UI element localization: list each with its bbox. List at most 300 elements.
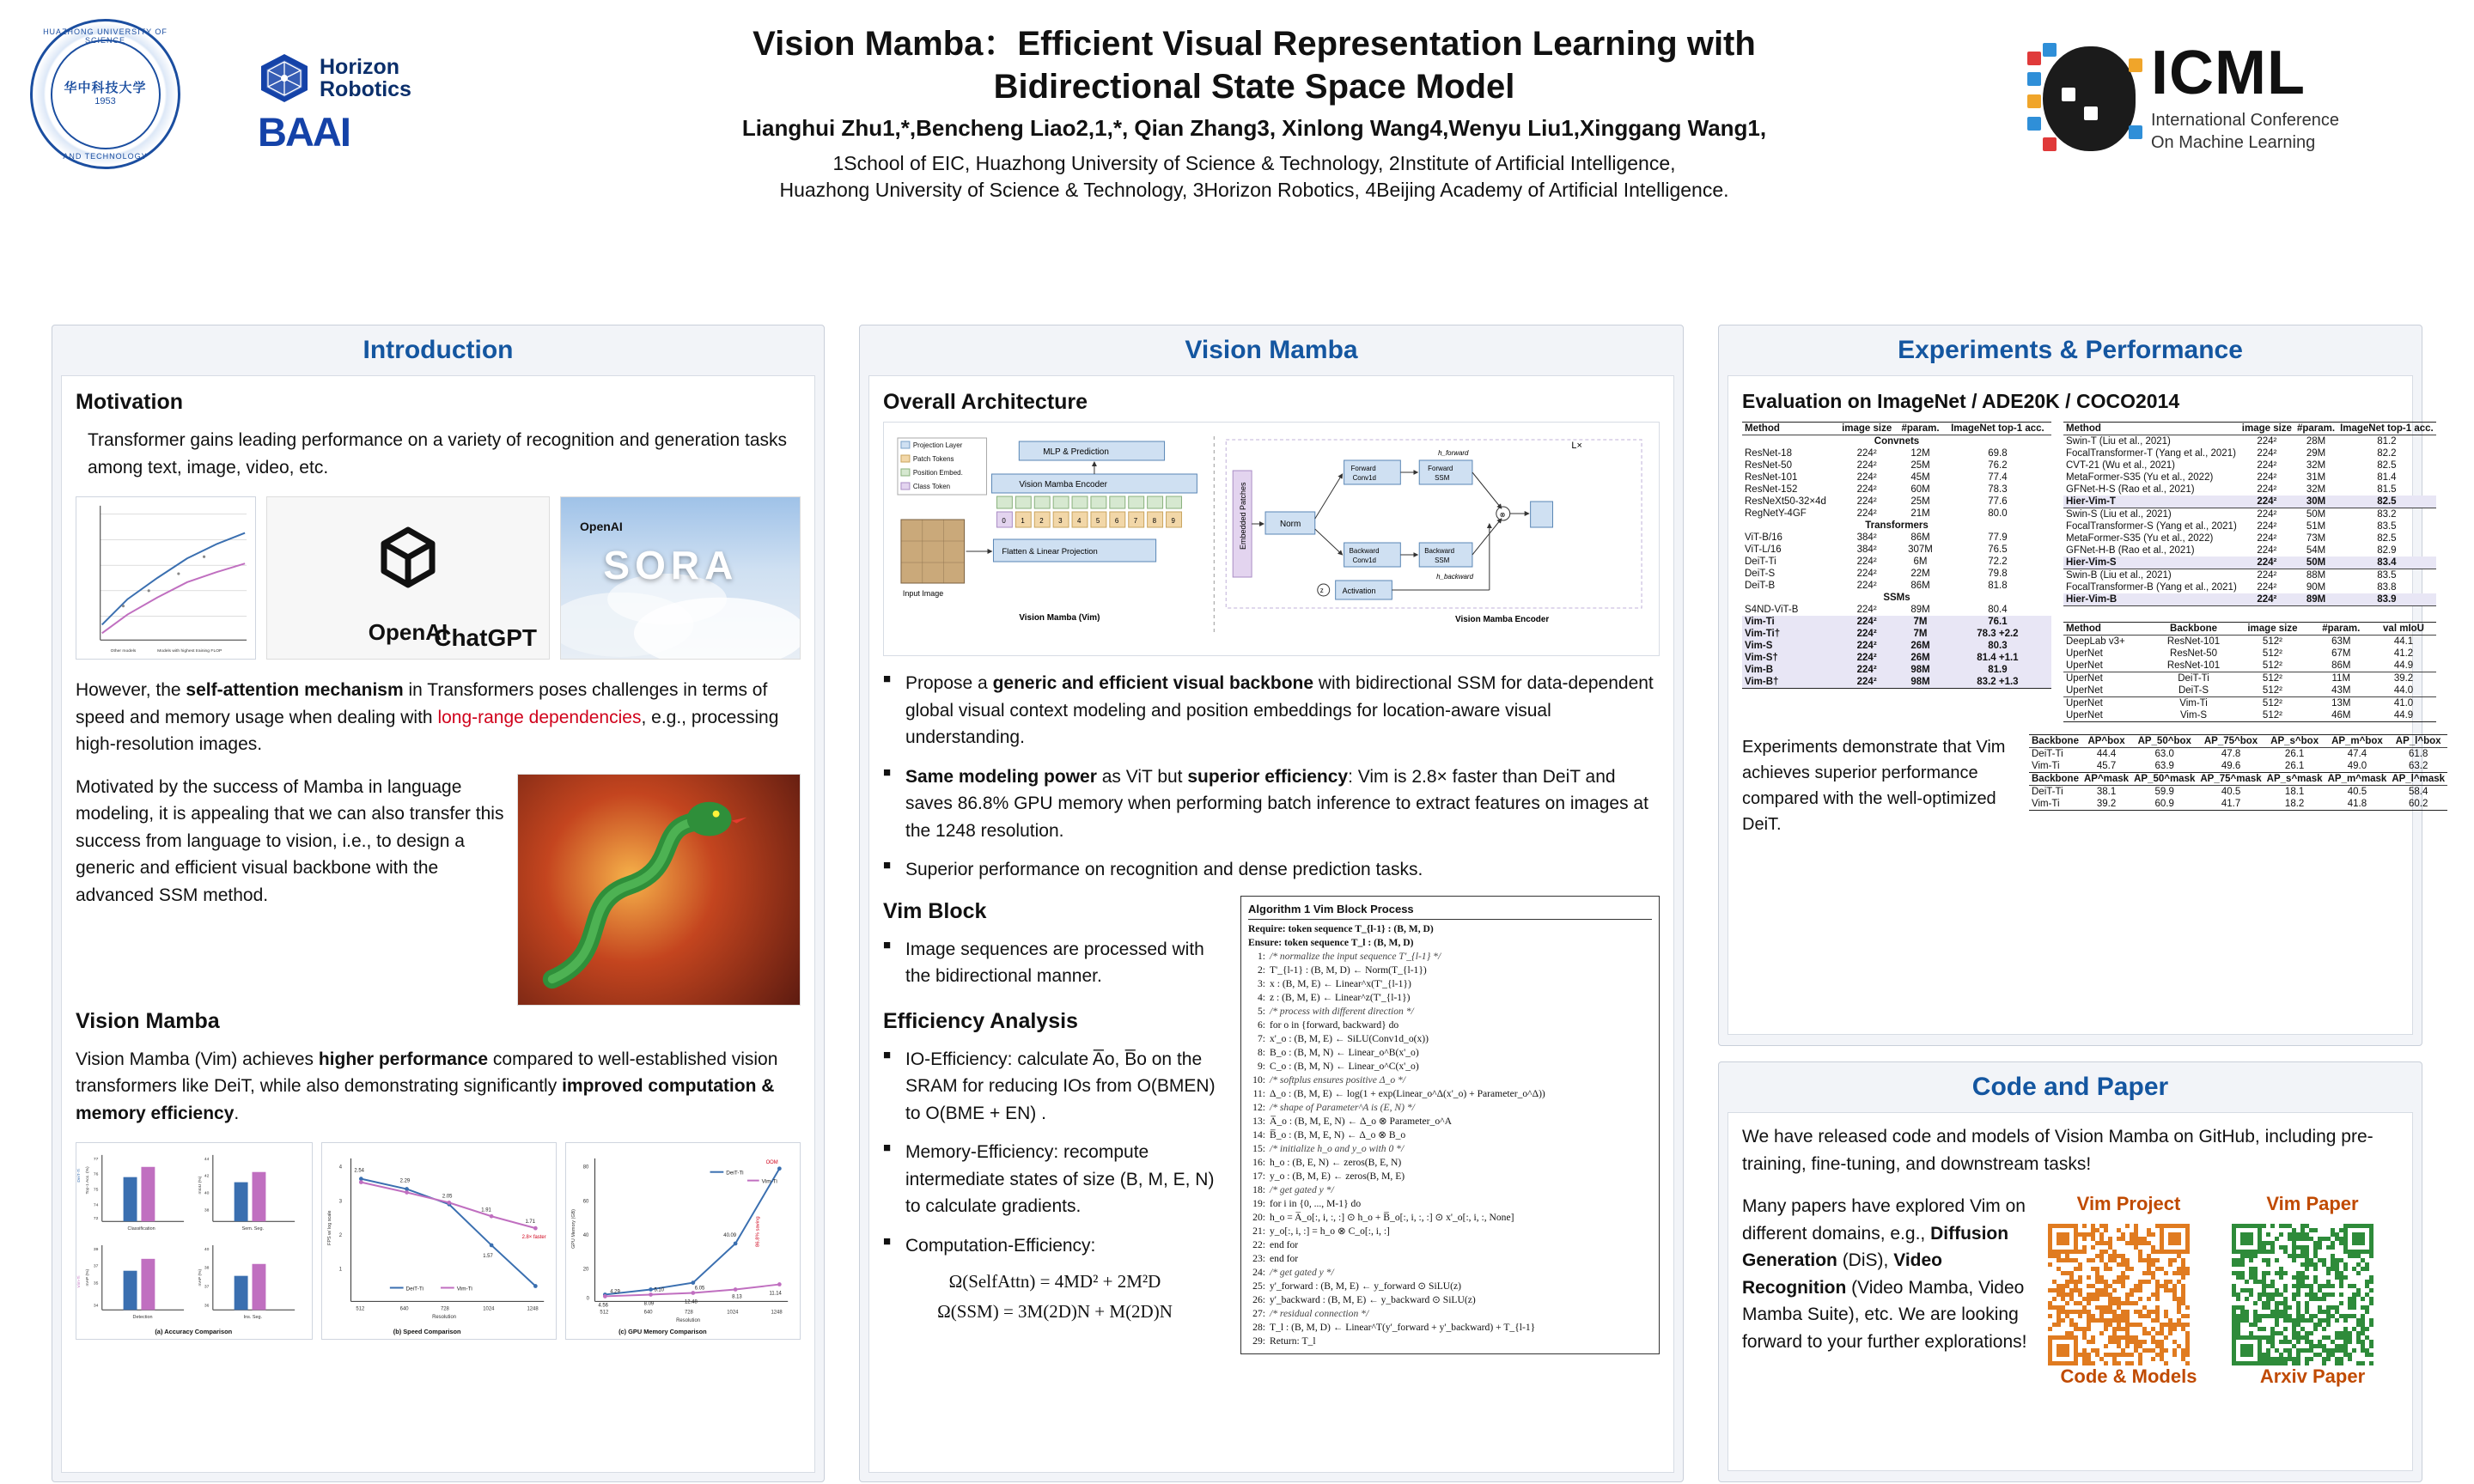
table-cell: 79.8 — [1988, 569, 2008, 579]
table-cell: 32M — [2306, 460, 2326, 471]
algorithm-line: 2: T'_{l-1} : (B, M, D) ← Norm(T_{l-1}) — [1257, 964, 1427, 976]
table-cell: 83.2 — [2377, 509, 2397, 520]
table-cell: UperNet — [2063, 660, 2153, 672]
table-row — [2063, 556, 2436, 569]
table-cell: 224² — [1856, 556, 1877, 567]
svg-text:Sem. Seg.: Sem. Seg. — [241, 1226, 265, 1232]
algorithm-ensure: Ensure: token sequence T_l : (B, M, D) — [1248, 937, 1414, 949]
icml-logo — [2027, 17, 2440, 180]
table-cell: 98M — [1897, 676, 1944, 689]
table-cell: 86M — [1910, 532, 1930, 543]
table-header-cell: AP_s^mask — [2264, 773, 2325, 786]
table-cell: UperNet — [2063, 684, 2153, 697]
table-cell: 46M — [2311, 709, 2371, 722]
svg-text:MLP & Prediction: MLP & Prediction — [1043, 447, 1109, 458]
svg-text:Vim-Ti: Vim-Ti — [761, 1178, 777, 1185]
table-cell: RegNetY-4GF — [1745, 508, 1807, 519]
table-row — [2063, 648, 2436, 660]
table-cell: 40.5 — [2221, 787, 2241, 797]
panel-code-and-paper-body — [1728, 1112, 2413, 1471]
table-cell: 224² — [1856, 665, 1877, 675]
svg-text:3: 3 — [1058, 516, 1063, 526]
algorithm-line: 8: B_o : (B, M, N) ← Linear_o^B(x'_o) — [1257, 1047, 1419, 1059]
table-header-cell: #param. — [1897, 423, 1944, 435]
table-cell: 88M — [2306, 570, 2326, 581]
table-cell: 26M — [1910, 641, 1930, 651]
table-row — [1742, 616, 2051, 628]
table-cell: 44.1 — [2393, 636, 2414, 647]
table-cell: Vim-Ti — [2029, 798, 2081, 811]
table-row — [1742, 471, 2051, 484]
heading-overall-architecture: Overall Architecture — [883, 390, 1088, 414]
svg-text:60: 60 — [582, 1199, 589, 1205]
table-cell: 13M — [2331, 698, 2351, 709]
svg-text:80: 80 — [582, 1165, 589, 1171]
vim-block-bullet: ■ Image sequences are processed with the bidirectional manner. — [883, 936, 1227, 990]
table-cell: 83.5 — [2377, 570, 2397, 581]
algorithm-line: 1: /* normalize the input sequence T'_{l-1} */ — [1257, 951, 1441, 963]
motivation-paragraph-2 — [76, 677, 801, 758]
table-cell: 82.5 — [2377, 533, 2397, 544]
table-header-cell: Backbone — [2029, 773, 2081, 786]
sora-label: SORA — [603, 542, 739, 587]
svg-text:DeiT-Ti: DeiT-Ti — [76, 1168, 82, 1183]
svg-text:2: 2 — [1039, 516, 1044, 526]
table-cell: 47.4 — [2347, 749, 2367, 759]
algorithm-line: 15: /* initialize h_o and y_o with 0 */ — [1252, 1143, 1405, 1155]
sora-openai-badge: OpenAI — [580, 520, 623, 533]
table-cell: 50M — [2306, 509, 2326, 520]
hust-ring-bottom-text: AND TECHNOLOGY — [63, 152, 148, 161]
p4-a: Vision Mamba (Vim) achieves — [76, 1049, 319, 1069]
table-row — [2063, 593, 2436, 606]
qr-code-project[interactable] — [2043, 1219, 2185, 1360]
table-coco-detection — [2029, 734, 2447, 811]
p2-bold: self-attention mechanism — [186, 680, 404, 700]
table-cell: DeiT-Ti — [2032, 787, 2063, 797]
table-cell: 49.0 — [2347, 761, 2367, 771]
table-header-cell: AP_50^box — [2131, 735, 2197, 748]
table-cell: MetaFormer-S35 (Yu et al., 2022) — [2066, 533, 2214, 544]
table-row — [1742, 652, 2051, 664]
table-header-cell: image size — [2234, 623, 2312, 636]
table-row — [1742, 484, 2051, 496]
table-cell: 49.6 — [2221, 761, 2241, 771]
mamba-snake-image — [517, 774, 801, 1006]
svg-text:40: 40 — [582, 1233, 589, 1239]
vision-mamba-paragraph — [76, 1046, 801, 1128]
table-cell: 86M — [1910, 581, 1930, 591]
horizon-label-line2: Robotics — [320, 77, 411, 101]
table-group-row — [1742, 592, 2051, 604]
svg-text:SSM: SSM — [1435, 556, 1450, 565]
table-cell: Vim-Ti† — [1745, 629, 1781, 639]
qr-block-paper[interactable] — [2227, 1193, 2398, 1388]
chart-memory-comparison — [565, 1142, 801, 1340]
table-cell: DeiT-Ti — [2178, 673, 2209, 684]
table-cell: 98M — [1910, 665, 1930, 675]
table-cell: 25M — [1910, 496, 1930, 507]
table-cell: 80.3 — [1988, 641, 2008, 651]
table-cell: 224² — [1856, 508, 1877, 519]
svg-text:2.8× faster: 2.8× faster — [521, 1235, 546, 1241]
svg-text:Activation: Activation — [1342, 586, 1376, 596]
table-cell: 44.9 — [2371, 709, 2435, 722]
table-cell: 307M — [1908, 544, 1933, 555]
openai-logo-icon — [356, 511, 460, 614]
table-cell: 76.1 — [1988, 617, 2008, 627]
motivation-paragraph-3: Motivated by the success of Mamba in language modeling, it is appealing that we can also transfer this success from language to vision, i.e., to design a generic and efficient visual backbone with the advanced SSM method. — [76, 776, 504, 905]
svg-text:Detection: Detection — [132, 1315, 153, 1321]
table-cell: 224² — [2239, 496, 2294, 508]
table-cell: DeiT-S — [2153, 684, 2233, 697]
table-cell: Vim-Ti — [2179, 698, 2208, 709]
table-cell: 26.1 — [2284, 749, 2305, 759]
svg-text:1: 1 — [338, 1267, 342, 1273]
chatgpt-label: ChatGPT — [434, 624, 537, 651]
panel-experiments — [1718, 325, 2446, 1046]
algorithm-require: Require: token sequence T_{l-1} : (B, M, D) — [1248, 923, 1434, 935]
table-cell: 7M — [1913, 629, 1928, 639]
algorithm-line: 24: /* get gated y */ — [1252, 1267, 1334, 1279]
table-header-cell: AP_m^box — [2325, 735, 2390, 748]
table-cell: ViT-B/16 — [1745, 532, 1782, 543]
svg-text:512: 512 — [600, 1310, 609, 1316]
algorithm-line: 14: B̅_o : (B, M, E, N) ← Δ_o ⊗ B_o — [1252, 1129, 1406, 1141]
table-cell: 54M — [2306, 545, 2326, 556]
chart-b-caption: (b) Speed Comparison — [393, 1328, 461, 1336]
svg-text:Classification: Classification — [127, 1226, 155, 1232]
table-cell: 224² — [2257, 448, 2277, 459]
table-cell: 82.2 — [2377, 448, 2397, 459]
table-cell: 512² — [2262, 673, 2282, 684]
svg-text:2.29: 2.29 — [399, 1178, 411, 1184]
table-cell: 43M — [2311, 684, 2371, 697]
table-row — [2063, 471, 2436, 484]
icml-subtitle-line2: On Machine Learning — [2151, 133, 2316, 153]
svg-text:4: 4 — [338, 1165, 342, 1171]
table-cell: 82.5 — [2337, 496, 2436, 508]
panel-experiments-body — [1728, 375, 2446, 1035]
table-cell: 80.4 — [1988, 605, 2008, 615]
table-cell: UperNet — [2066, 698, 2103, 709]
table-cell: FocalTransformer-S (Yang et al., 2021) — [2066, 521, 2237, 532]
svg-text:OOM: OOM — [765, 1159, 778, 1165]
table-cell: Swin-S (Liu et al., 2021) — [2066, 509, 2172, 520]
table-ade20k-segmentation — [2063, 622, 2436, 722]
algorithm-line: 26: y'_backward : (B, M, E) ← y_backward ⊙ SiLU(z) — [1252, 1294, 1476, 1306]
svg-text:12.48: 12.48 — [684, 1299, 698, 1305]
algorithm-line: 28: T_l : (B, M, D) ← Linear^T(y'_forward + y'_backward) + T_{l-1} — [1252, 1321, 1536, 1333]
table-imagenet-right-wrapper — [2063, 422, 2436, 722]
table-row — [2029, 760, 2447, 773]
conclusion-text: Experiments demonstrate that Vim achieves superior performance compared with the well-optimized DeiT. — [1742, 738, 2006, 834]
table-cell: 67M — [2331, 648, 2351, 659]
table-cell: 60.9 — [2131, 798, 2197, 811]
panel-vision-mamba — [859, 325, 1684, 1482]
svg-text:8: 8 — [1152, 516, 1157, 526]
algorithm-line: 17: y_o : (B, M, E) ← zeros(B, M, E) — [1252, 1171, 1405, 1183]
svg-text:Conv1d: Conv1d — [1352, 473, 1376, 483]
table-row — [2063, 660, 2436, 672]
table-cell: 384² — [1856, 532, 1877, 543]
table-header-cell: ImageNet top-1 acc. — [2337, 423, 2436, 435]
title-block — [481, 22, 2027, 223]
table-cell: ResNet-101 — [1745, 472, 1798, 483]
horizon-label-line1: Horizon — [320, 54, 400, 79]
table-header-cell: image size — [1837, 423, 1897, 435]
algorithm-line: 19: for i in {0, ..., M-1} do — [1252, 1198, 1362, 1210]
algorithm-line: 27: /* residual connection */ — [1252, 1308, 1369, 1319]
svg-text:DeiT-Ti: DeiT-Ti — [405, 1286, 424, 1292]
table-row — [1742, 640, 2051, 652]
table-cell: 77.4 — [1988, 472, 2008, 483]
table-cell: 11M — [2331, 673, 2351, 684]
algorithm-line: 21: y_o[:, i, :] = h_o ⊗ C_o[:, i, :] — [1252, 1226, 1390, 1238]
p4-b: higher performance — [318, 1049, 489, 1069]
table-cell: CVT-21 (Wu et al., 2021) — [2066, 460, 2175, 471]
algorithm-line: 5: /* process with different direction */ — [1257, 1006, 1414, 1018]
table-cell: 224² — [1856, 569, 1877, 579]
table-row — [1742, 556, 2051, 568]
svg-text:mAP (%): mAP (%) — [198, 1268, 203, 1286]
svg-text:Flatten & Linear Projection: Flatten & Linear Projection — [1002, 546, 1098, 557]
code-paragraph-1: We have released code and models of Vision Mamba on GitHub, including pre-training, fine-tuning, and downstream tasks! — [1742, 1127, 2373, 1174]
table-cell: 63.0 — [2154, 749, 2174, 759]
table-cell: 77.9 — [1988, 532, 2008, 543]
svg-text:40.09: 40.09 — [723, 1233, 737, 1239]
table-cell: GFNet-H-S (Rao et al., 2021) — [2066, 484, 2195, 495]
hust-logo-cn-text: 华中科技大学 — [64, 80, 147, 95]
table-cell: 82.5 — [2377, 460, 2397, 471]
table-header-cell: Method — [1742, 423, 1837, 435]
svg-text:9: 9 — [1171, 516, 1175, 526]
table-row — [2063, 447, 2436, 459]
svg-text:SSM: SSM — [1435, 473, 1450, 483]
algorithm-line: 12: /* shape of Parameter^A is (E, N) */ — [1252, 1102, 1415, 1114]
hust-ring-top-text: HUAZHONG UNIVERSITY OF SCIENCE — [43, 27, 168, 45]
table-row — [1742, 544, 2051, 556]
algorithm-line: 6: for o in {forward, backward} do — [1257, 1019, 1399, 1031]
svg-text:35: 35 — [93, 1281, 99, 1286]
table-header-cell: AP_50^mask — [2131, 773, 2197, 786]
table-cell: 224² — [1856, 629, 1877, 639]
svg-text:DeiT-Ti: DeiT-Ti — [726, 1170, 744, 1177]
table-header-cell: #param. — [2311, 623, 2371, 636]
table-imagenet-left — [1742, 422, 2051, 689]
table-cell: 72.2 — [1988, 556, 2008, 567]
table-cell: 77.6 — [1988, 496, 2008, 507]
table-cell: 38.1 — [2096, 787, 2117, 797]
table-header-cell: AP_s^box — [2264, 735, 2325, 748]
title-line-1: Vision Mamba：Efficient Visual Representation Learning with — [753, 25, 1756, 63]
table-cell: 224² — [2257, 484, 2277, 495]
table-header-row — [1742, 423, 2051, 435]
svg-text:34: 34 — [93, 1304, 99, 1309]
table-cell: 86M — [2311, 660, 2371, 672]
svg-text:42: 42 — [204, 1174, 210, 1179]
svg-text:40: 40 — [204, 1247, 210, 1252]
table-cell: 26.1 — [2284, 761, 2305, 771]
table-header-cell: image size — [2239, 423, 2294, 435]
qr-block-project[interactable] — [2043, 1193, 2215, 1388]
table-cell: 224² — [1856, 496, 1877, 507]
qr-code-paper[interactable] — [2227, 1219, 2368, 1360]
algorithm-line: 29: Return: T_l — [1252, 1335, 1316, 1347]
table-cell: 60.2 — [2389, 798, 2447, 811]
table-cell: 224² — [1856, 653, 1877, 663]
svg-text:Resolution: Resolution — [432, 1315, 457, 1321]
affiliation-line-1: 1School of EIC, Huazhong University of Science & Technology, 2Institute of Artificial Intelligence, — [832, 152, 1676, 174]
table-cell: Vim-S — [1745, 641, 1773, 651]
table-header-cell: AP_l^box — [2389, 735, 2447, 748]
svg-text:3: 3 — [338, 1199, 342, 1205]
table-cell: 41.8 — [2325, 798, 2390, 811]
p4-e: . — [234, 1103, 240, 1123]
heading-vision-mamba: Vision Mamba — [76, 1008, 220, 1033]
table-group-label: Convnets — [1874, 436, 1920, 447]
table-cell: 30M — [2294, 496, 2337, 508]
code-paragraph-2: Many papers have explored Vim on different domains, e.g., Diffusion Generation (DiS), Video Recognition (Video Mamba, Video Mamba Suite), etc. We are looking forward to your further explorations! — [1742, 1196, 2027, 1352]
table-cell: Hier-Vim-S — [2063, 556, 2239, 569]
poster-columns — [0, 325, 2474, 1484]
table-cell: 32M — [2306, 484, 2326, 495]
table-cell: 224² — [1856, 472, 1877, 483]
sora-image — [560, 496, 801, 660]
table-cell: 28M — [2306, 436, 2326, 447]
table-imagenet-left-wrapper — [1742, 422, 2051, 722]
table-row — [2063, 697, 2436, 710]
table-cell: 224² — [2257, 436, 2277, 447]
table-cell: FocalTransformer-B (Yang et al., 2021) — [2066, 582, 2237, 593]
svg-text:Resolution: Resolution — [676, 1318, 701, 1324]
svg-text:74: 74 — [93, 1203, 99, 1208]
table-cell: UperNet — [2063, 709, 2153, 722]
table-row — [2063, 581, 2436, 593]
chart-accuracy-comparison — [76, 1142, 313, 1340]
table-cell: UperNet — [2066, 648, 2103, 659]
table-cell: Vim-B — [1745, 665, 1774, 675]
table-cell: FocalTransformer-T (Yang et al., 2021) — [2066, 448, 2236, 459]
table-cell: ResNet-50 — [2170, 648, 2218, 659]
svg-text:1248: 1248 — [771, 1310, 783, 1316]
table-cell: 60M — [1910, 484, 1930, 495]
arch-bullet-2: ■ Same modeling power as ViT but superior efficiency: Vim is 2.8× faster than DeiT and saves 86.8% GPU memory when performing batch inference to extract features on images at the 1248 resolution. — [883, 763, 1660, 845]
algorithm-line: 10: /* softplus ensures positive Δ_o */ — [1252, 1074, 1406, 1086]
table-cell: 25M — [1910, 460, 1930, 471]
svg-text:40: 40 — [204, 1191, 210, 1196]
table-cell: 78.3 — [1988, 484, 2008, 495]
svg-text:L×: L× — [1571, 440, 1582, 452]
svg-text:728: 728 — [684, 1310, 693, 1316]
svg-text:Other models: Other models — [110, 649, 137, 654]
table-cell: 224² — [2257, 472, 2277, 483]
table-cell: 78.3 +2.2 — [1977, 629, 2019, 639]
table-group-label: Transformers — [1865, 520, 1929, 531]
svg-text:Vision Mamba (Vim): Vision Mamba (Vim) — [1019, 612, 1100, 623]
svg-text:Backward: Backward — [1424, 546, 1455, 556]
table-row — [1742, 496, 2051, 508]
svg-text:Class Token: Class Token — [912, 482, 951, 491]
page-title — [481, 22, 2027, 108]
algorithm-title: Algorithm 1 Vim Block Process — [1248, 902, 1652, 921]
hust-logo-year: 1953 — [94, 95, 116, 106]
heading-evaluation: Evaluation on ImageNet / ADE20K / COCO2014 — [1742, 390, 2180, 412]
table-cell: 224² — [2257, 460, 2277, 471]
svg-text:Vim-Ti: Vim-Ti — [456, 1286, 472, 1292]
svg-text:39: 39 — [93, 1247, 99, 1252]
table-cell: 224² — [1837, 676, 1897, 689]
table-cell: 81.8 — [1988, 581, 2008, 591]
table-cell: 224² — [1856, 484, 1877, 495]
table-row — [1742, 664, 2051, 676]
table-header-cell: Method — [2063, 623, 2153, 636]
table-row — [2063, 532, 2436, 544]
table-header-cell: Backbone — [2029, 735, 2081, 748]
table-cell: 81.4 +1.1 — [1977, 653, 2019, 663]
table-row — [1742, 568, 2051, 580]
table-cell: 512² — [2234, 660, 2312, 672]
table-cell: 512² — [2262, 698, 2282, 709]
table-cell: DeepLab v3+ — [2066, 636, 2125, 647]
horizon-mark-icon — [258, 52, 311, 105]
heading-motivation: Motivation — [76, 390, 183, 414]
svg-text:37: 37 — [93, 1264, 99, 1269]
equation-ssm: Ω(SSM) = 3M(2D)N + M(2D)N — [937, 1301, 1173, 1322]
svg-text:4.56: 4.56 — [598, 1303, 608, 1309]
table-row — [2063, 636, 2436, 648]
svg-text:Vision Mamba Encoder: Vision Mamba Encoder — [1019, 479, 1107, 490]
table-cell: 50M — [2294, 556, 2337, 569]
svg-text:5.10: 5.10 — [654, 1287, 664, 1293]
table-cell: 224² — [1856, 617, 1877, 627]
table-cell: 69.8 — [1988, 448, 2008, 459]
table-header-cell: Method — [2063, 423, 2239, 435]
table-cell: 83.2 +1.3 — [1944, 676, 2051, 689]
svg-text:h_forward: h_forward — [1438, 448, 1469, 458]
table-cell: ResNet-18 — [1745, 448, 1792, 459]
affiliation-block — [481, 150, 2027, 204]
table-cell: 29M — [2306, 448, 2326, 459]
svg-text:38: 38 — [204, 1208, 210, 1213]
table-cell: 224² — [1856, 448, 1877, 459]
algorithm-line: 20: h_o = A̅_o[:, i, :, :] ⊙ h_o + B̅_o[:, i, :, :] ⊙ x'_o[:, i, :, None] — [1252, 1212, 1514, 1224]
table-cell: 59.9 — [2154, 787, 2174, 797]
horizon-robotics-logo — [258, 52, 515, 155]
table-cell: 41.2 — [2393, 648, 2414, 659]
panel-experiments-title: Experiments & Performance — [1898, 336, 2243, 364]
algorithm-line: 11: Δ_o : (B, M, E) ← log(1 + exp(Linear_o^Δ(x'_o) + Parameter_o^Δ)) — [1252, 1088, 1545, 1100]
algorithm-line: 23: end for — [1252, 1253, 1299, 1265]
table-cell: 83.9 — [2337, 593, 2436, 606]
table-cell: 224² — [1856, 460, 1877, 471]
table-cell: Hier-Vim-B — [2063, 593, 2239, 606]
svg-text:FPS w/ log scale: FPS w/ log scale — [326, 1210, 332, 1245]
svg-text:2.54: 2.54 — [354, 1168, 364, 1174]
qr-paper-top-label: Vim Paper — [2266, 1193, 2359, 1214]
table-cell: ViT-L/16 — [1745, 544, 1782, 555]
table-row — [2063, 508, 2436, 521]
table-cell: 512² — [2262, 636, 2282, 647]
svg-text:2.05: 2.05 — [442, 1194, 453, 1200]
table-cell: 512² — [2234, 684, 2312, 697]
table-cell: S4ND-ViT-B — [1745, 605, 1799, 615]
table-cell: 45.7 — [2096, 761, 2117, 771]
motivation-paragraph-1: Transformer gains leading performance on a variety of recognition and generation tasks among text, image, video, etc. — [88, 430, 788, 477]
algorithm-line: 16: h_o : (B, E, N) ← zeros(B, E, N) — [1252, 1157, 1402, 1169]
table-cell: DeiT-B — [1745, 581, 1776, 591]
algorithm-line: 22: end for — [1252, 1239, 1299, 1251]
